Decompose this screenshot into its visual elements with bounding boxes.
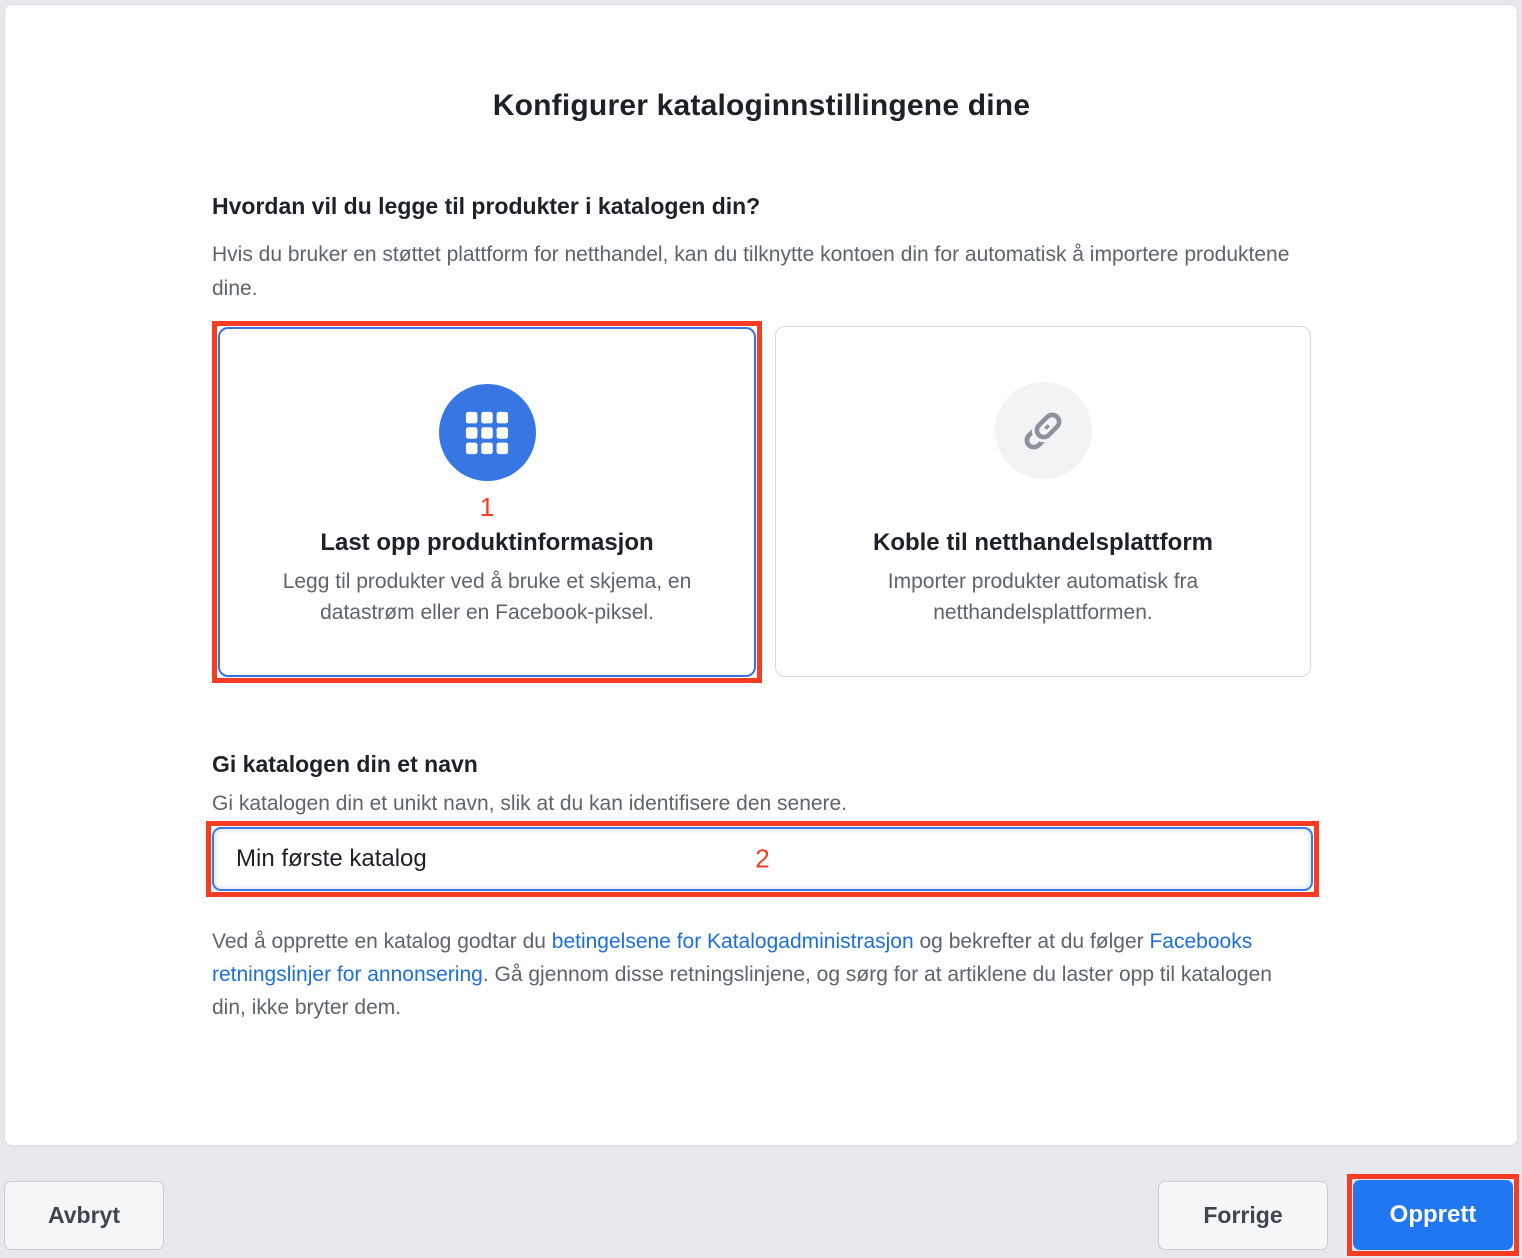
annotation-number-2: 2 bbox=[755, 843, 770, 874]
legal-text-part1: Ved å opprette en katalog godtar du bbox=[212, 930, 552, 953]
connect-card-title: Koble til netthandelsplattform bbox=[872, 529, 1213, 556]
annotation-box-name-input bbox=[206, 821, 1319, 897]
grid-icon bbox=[464, 410, 510, 456]
catalog-terms-link[interactable]: betingelsene for Katalogadministrasjon bbox=[551, 930, 914, 953]
add-products-description: Hvis du bruker en støttet plattform for netthandel, kan du tilknytte kontoen din for automatisk å importere produktene dine. bbox=[212, 243, 1290, 300]
cancel-button[interactable]: Avbryt bbox=[4, 1181, 164, 1250]
legal-text bbox=[212, 925, 1311, 1024]
add-products-heading: Hvordan vil du legge til produkter i katalogen din? bbox=[212, 193, 761, 219]
previous-button[interactable]: Forrige bbox=[1158, 1181, 1328, 1250]
catalog-settings-dialog bbox=[4, 4, 1518, 1146]
upload-card-description: Legg til produkter ved å bruke et skjema, en datastrøm eller en Facebook-piksel. bbox=[282, 570, 692, 624]
create-button[interactable]: Opprett bbox=[1353, 1180, 1513, 1250]
link-icon-circle bbox=[995, 382, 1092, 479]
annotation-number-1: 1 bbox=[479, 492, 495, 522]
upload-card-title: Last opp produktinformasjon bbox=[320, 529, 654, 556]
catalog-name-input[interactable] bbox=[212, 827, 1313, 891]
grid-icon-circle bbox=[439, 384, 536, 481]
upload-product-info-card[interactable] bbox=[218, 327, 756, 677]
connect-card-description: Importer produkter automatisk fra netthandelsplattformen. bbox=[887, 570, 1199, 624]
catalog-name-description: Gi katalogen din et unikt navn, slik at du kan identifisere den senere. bbox=[212, 792, 848, 815]
annotation-box-upload-card bbox=[212, 321, 762, 683]
link-icon bbox=[1020, 408, 1066, 454]
dialog-content bbox=[5, 5, 1517, 1024]
dialog-title: Konfigurer kataloginnstillingene dine bbox=[492, 89, 1031, 122]
annotation-box-create-button bbox=[1347, 1174, 1519, 1256]
legal-text-part3: . Gå gjennom disse retningslinjene, og sørg for at artiklene du laster opp til katalogen din, ikke bryter dem. bbox=[212, 963, 1272, 1019]
connect-platform-card[interactable] bbox=[775, 326, 1311, 677]
advertising-policies-link[interactable]: Facebooks retningslinjer for annonsering bbox=[212, 930, 1253, 986]
legal-text-part2: og bekrefter at du følger bbox=[913, 930, 1150, 953]
product-source-options bbox=[212, 321, 1311, 683]
catalog-name-heading: Gi katalogen din et navn bbox=[212, 751, 478, 777]
